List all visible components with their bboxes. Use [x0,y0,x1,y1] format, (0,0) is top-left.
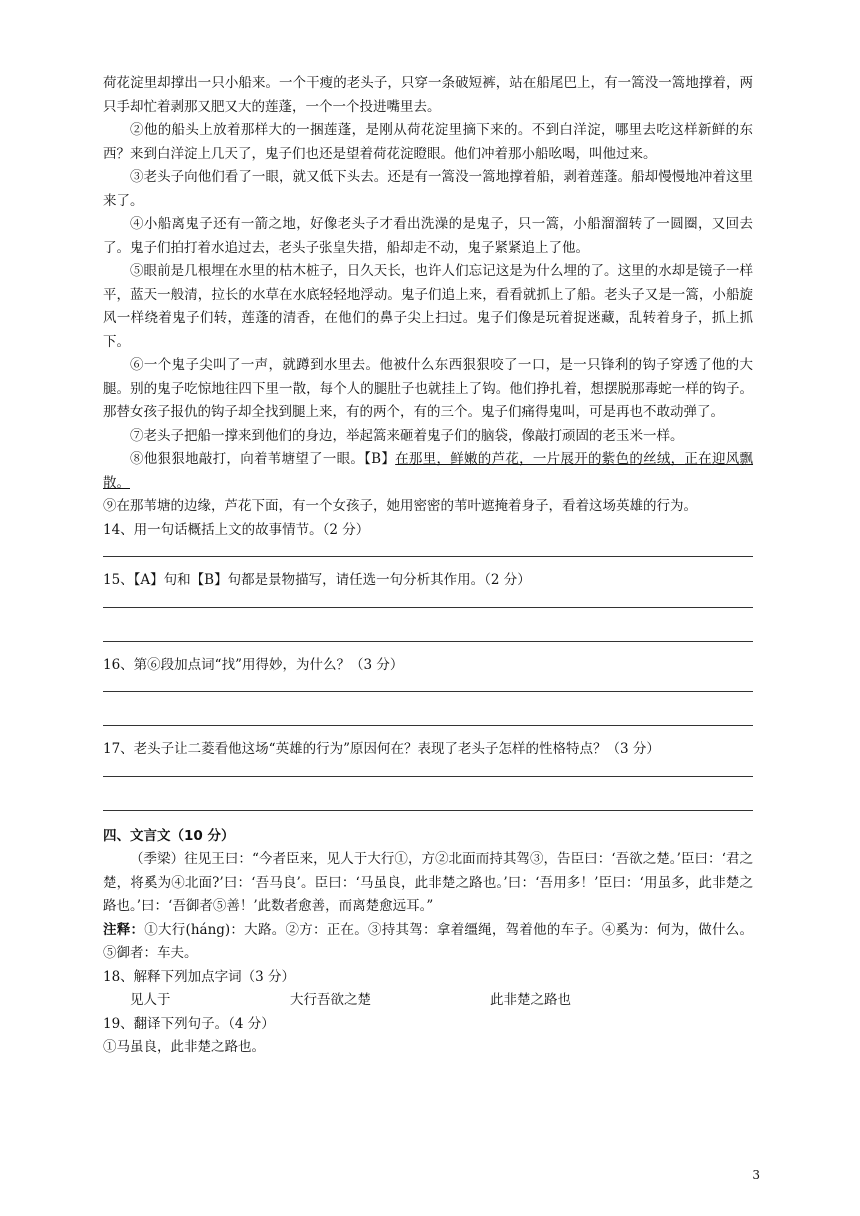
notes-label: 注释： [103,921,145,938]
question-19: 19、翻译下列句子。（4 分） [103,1015,275,1032]
passage-intro: 荷花淀里却撑出一只小船来。一个干瘦的老头子，只穿一条破短裤，站在船尾巴上，有一篙没一篙地撑着，两只手却忙着剥那又肥又大的莲蓬，一个一个投进嘴里去。 [103,75,753,115]
notes-text: ①大行(háng)：大路。②方：正在。③持其驾：拿着缰绳，驾着他的车子。④奚为：何为，做什么。⑤御者：车夫。 [103,921,753,961]
question-17: 17、老头子让二菱看他这场“英雄的行为”原因何在？表现了老头子怎样的性格特点？（3 分） [103,741,660,757]
sentence-b-underlined: 在那里，鲜嫩的芦花，一片展开的紫色的丝绒，正在迎风飘散。 [103,451,754,491]
document-page [103,72,753,1060]
notes [103,919,753,966]
passage-p6: ⑥一个鬼子尖叫了一声，就蹲到水里去。他被什么东西狠狠咬了一口，是一只锋利的钩子穿透了他的大腿。别的鬼子吃惊地往四下里一散，每个人的腿肚子也就挂上了钩。他们挣扎着，想摆脱那毒蛇一样的钩子。那替女孩子报仇的钩子却全找到腿上来，有的两个，有的三个。鬼子们痛得鬼叫，可是再也不敢动弹了。 [103,357,753,420]
q18-item-1: 见人于 [130,992,171,1008]
passage-p8-text: ⑧他狠狠地敲打，向着苇塘望了一眼。【B】 [130,451,396,467]
passage-p9: ⑨在那苇塘的边缘，芦花下面，有一个女孩子，她用密密的苇叶遮掩着身子，看着这场英雄的行为。 [103,498,697,514]
passage-p8 [103,448,753,495]
passage-p5: ⑤眼前是几根埋在水里的枯木桩子，日久天长，也许人们忘记这是为什么埋的了。这里的水却是镜子一样平，蓝天一般清，拉长的水草在水底轻轻地浮动。鬼子们追上来，看看就抓上了船。老头子又是一篙，小船旋风一样绕着鬼子们转，莲蓬的清香，在他们的鼻子尖上扫过。鬼子们像是玩着捉迷藏，乱转着身子，抓上抓下。 [103,263,753,350]
section-heading: 四、文言文（10 分） [103,827,235,844]
classical-text: （季梁）往见王曰：“今者臣来，见人于大行①，方②北面而持其驾③，告臣曰：‘吾欲之楚。’臣曰：‘君之楚，将奚为④北面?’曰：‘吾马良’。臣曰：‘马虽良，此非楚之路也。’曰：‘吾用多！’臣曰：‘用虽多，此非楚之路也。’曰：‘吾御者⑤善！’此数者愈善，而离楚愈远耳。” [103,851,753,914]
page-number: 3 [752,1168,760,1182]
passage-p4: ④小船离鬼子还有一箭之地，好像老头子才看出洗澡的是鬼子，只一篙，小船溜溜转了一圆圈，又回去了。鬼子们拍打着水追过去，老头子张皇失措，船却走不动，鬼子紧紧追上了他。 [103,216,753,256]
q18-item-3: 此非楚之路也 [490,992,571,1008]
question-14: 14、用一句话概括上文的故事情节。（2 分） [103,521,370,538]
question-19-sentence-1: ①马虽良，此非楚之路也。 [103,1039,265,1055]
q18-item-2: 大行吾欲之楚 [290,992,371,1008]
passage-p3: ③老头子向他们看了一眼，就又低下头去。还是有一篙没一篙地撑着船，剥着莲蓬。船却慢慢地冲着这里来了。 [103,169,753,209]
question-18-items [103,989,753,1013]
passage-p2: ②他的船头上放着那样大的一捆莲蓬，是刚从荷花淀里摘下来的。不到白洋淀，哪里去吃这样新鲜的东西？来到白洋淀上几天了，鬼子们也还是望着荷花淀瞪眼。他们冲着那小船吆喝，叫他过来。 [103,122,753,162]
question-18: 18、解释下列加点字词（3 分） [103,968,296,985]
question-16: 16、第⑥段加点词“找”用得妙，为什么？（3 分） [103,656,404,673]
passage-p7: ⑦老头子把船一撑来到他们的身边，举起篙来砸着鬼子们的脑袋，像敲打顽固的老玉米一样。 [130,427,684,444]
question-15: 15、【A】句和【B】句都是景物描写，请任选一句分析其作用。（2 分） [103,572,531,588]
